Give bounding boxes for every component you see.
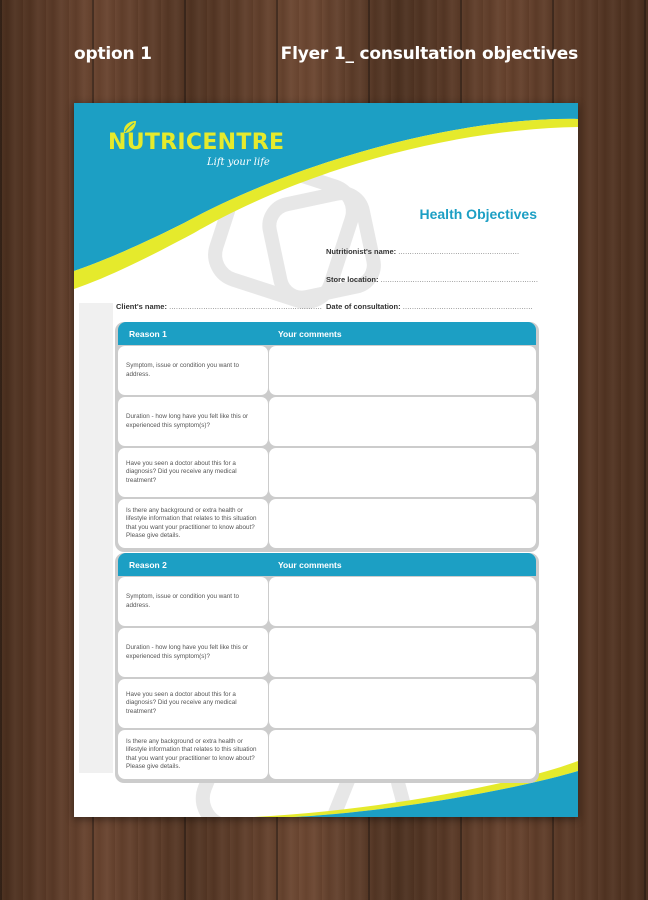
table-row [118, 627, 536, 678]
brand-tagline: Lift your life [207, 157, 270, 168]
reason-1-section [115, 322, 539, 552]
question-cell: Have you seen a doctor about this for a diagnosis? Did you receive any medical treatment? [118, 679, 268, 728]
table-row [118, 498, 536, 549]
question-cell: Have you seen a doctor about this for a diagnosis? Did you receive any medical treatment? [118, 448, 268, 497]
question-cell: Duration - how long have you felt like this or experienced this symptom(s)? [118, 397, 268, 446]
form-title: Health Objectives [419, 206, 537, 222]
comment-box[interactable] [269, 346, 536, 395]
date-dots: ......................................................... [402, 302, 533, 311]
comment-box[interactable] [269, 448, 536, 497]
comment-box[interactable] [269, 499, 536, 548]
table-row [118, 345, 536, 396]
client-field[interactable] [116, 302, 322, 311]
reason-2-title: Reason 2 [129, 560, 167, 570]
reason-2-comments-label: Your comments [278, 560, 342, 570]
table-row [118, 729, 536, 780]
reason-2-header [118, 553, 536, 576]
reason-2-section [115, 553, 539, 783]
table-row [118, 678, 536, 729]
comment-box[interactable] [269, 397, 536, 446]
comment-box[interactable] [269, 628, 536, 677]
store-field[interactable] [326, 275, 538, 284]
comment-box[interactable] [269, 730, 536, 779]
brand-logo: NUTRICENTRE [108, 130, 285, 155]
question-cell: Duration - how long have you felt like this or experienced this symptom(s)? [118, 628, 268, 677]
flyer-page [74, 103, 578, 817]
question-cell: Symptom, issue or condition you want to address. [118, 577, 268, 626]
table-row [118, 447, 536, 498]
question-cell: Is there any background or extra health or lifestyle information that relates to this situation that you want your practitioner to know about? Please give details. [118, 730, 268, 779]
date-label: Date of consultation: [326, 302, 401, 311]
table-row [118, 396, 536, 447]
comment-box[interactable] [269, 577, 536, 626]
nutritionist-field[interactable] [326, 247, 519, 256]
table-row [118, 576, 536, 627]
question-cell: Symptom, issue or condition you want to address. [118, 346, 268, 395]
flyer-caption: Flyer 1_ consultation objectives [280, 44, 578, 64]
decorative-block [79, 303, 113, 773]
date-field[interactable] [326, 302, 533, 311]
nutritionist-label: Nutritionist's name: [326, 247, 397, 256]
client-label: Client's name: [116, 302, 167, 311]
comment-box[interactable] [269, 679, 536, 728]
store-dots: ..................................................................... [380, 275, 539, 284]
store-label: Store location: [326, 275, 379, 284]
option-caption: option 1 [74, 44, 152, 64]
reason-1-header [118, 322, 536, 345]
reason-1-title: Reason 1 [129, 329, 167, 339]
nutritionist-dots: ..................................................... [398, 247, 520, 256]
reason-1-comments-label: Your comments [278, 329, 342, 339]
client-dots: ................................................................... [169, 302, 323, 311]
question-cell: Is there any background or extra health or lifestyle information that relates to this situation that you want your practitioner to know about? Please give details. [118, 499, 268, 548]
